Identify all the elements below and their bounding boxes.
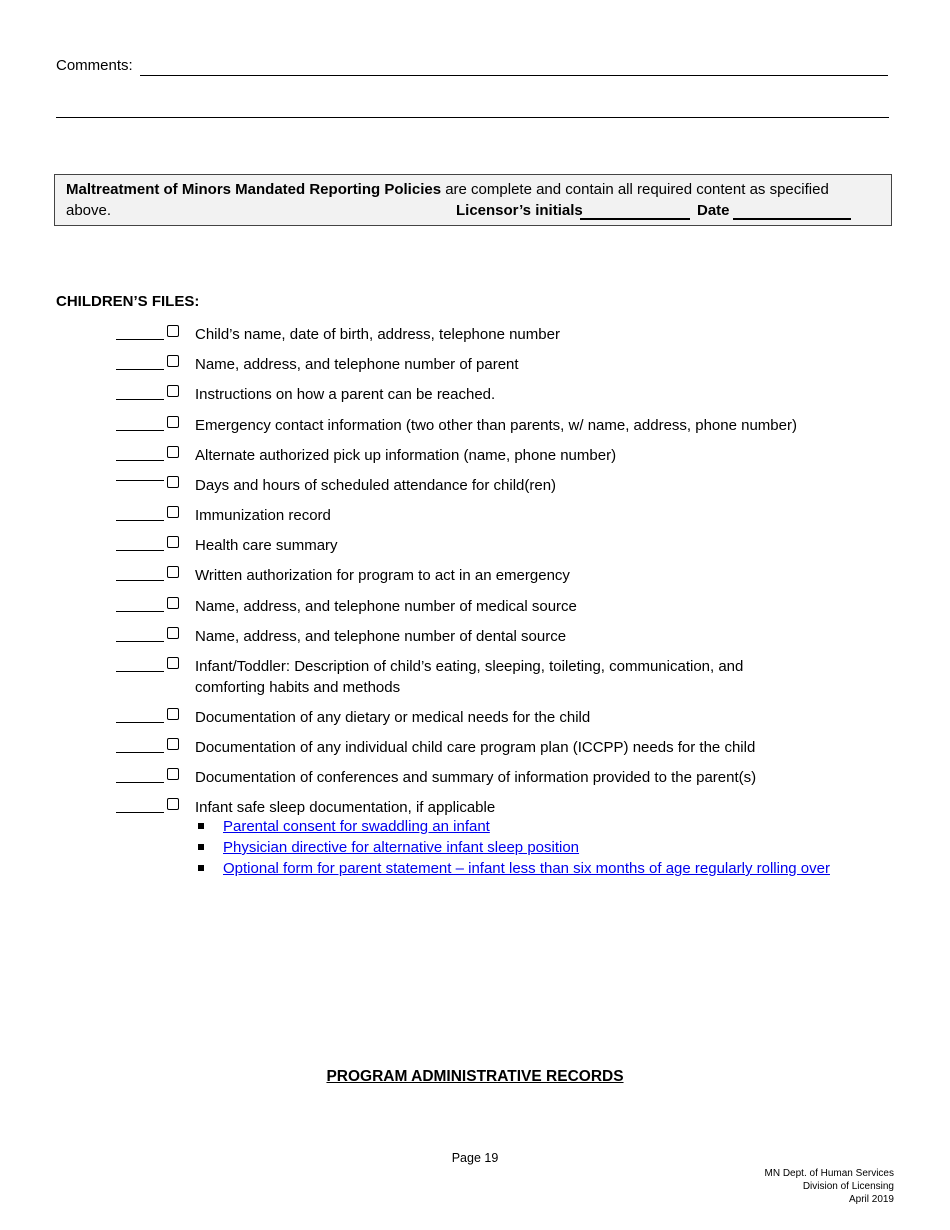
checklist-checkbox[interactable] — [167, 708, 179, 720]
footer-line-1: MN Dept. of Human Services — [764, 1168, 894, 1179]
checklist-initials-field[interactable] — [116, 812, 164, 813]
checklist-item-label: Instructions on how a parent can be reached. — [195, 386, 496, 403]
checklist-item — [0, 767, 950, 787]
checklist-item-label: Documentation of any dietary or medical needs for the child — [195, 709, 591, 726]
parent-statement-link[interactable]: Optional form for parent statement – infant less than six months of age regularly rolling over — [223, 860, 830, 877]
checklist-item — [0, 384, 950, 404]
checklist-item-label: Days and hours of scheduled attendance for child(ren) — [195, 477, 557, 494]
checklist-item-label-continued: comforting habits and methods — [195, 679, 401, 696]
checklist-checkbox[interactable] — [167, 768, 179, 780]
sub-link-item — [0, 818, 950, 838]
checklist-initials-field[interactable] — [116, 752, 164, 753]
comments-line-1[interactable] — [140, 75, 888, 76]
checklist-initials-field[interactable] — [116, 550, 164, 551]
checklist-initials-field[interactable] — [116, 480, 164, 481]
checklist-checkbox[interactable] — [167, 506, 179, 518]
checklist-checkbox[interactable] — [167, 536, 179, 548]
licensor-initials-label: Licensor’s initials — [456, 202, 583, 219]
footer-line-2: Division of Licensing — [802, 1181, 894, 1192]
checklist-checkbox[interactable] — [167, 597, 179, 609]
checklist-item — [0, 324, 950, 344]
checklist-initials-field[interactable] — [116, 399, 164, 400]
checklist-checkbox[interactable] — [167, 657, 179, 669]
checklist-item — [0, 737, 950, 757]
checklist-initials-field[interactable] — [116, 611, 164, 612]
sub-link-item — [0, 860, 950, 880]
checklist-initials-field[interactable] — [116, 782, 164, 783]
checklist-checkbox[interactable] — [167, 566, 179, 578]
checklist-item — [0, 505, 950, 525]
checklist-item-label: Immunization record — [195, 507, 331, 524]
checklist-item — [0, 596, 950, 616]
section-title: PROGRAM ADMINISTRATIVE RECORDS — [326, 1068, 624, 1085]
checklist-item-label: Written authorization for program to act in an emergency — [195, 567, 570, 584]
maltreatment-text — [66, 181, 829, 199]
licensor-initials-field[interactable] — [580, 218, 690, 220]
childrens-files-heading: CHILDREN’S FILES: — [56, 293, 200, 310]
checklist-item — [0, 565, 950, 585]
checklist-item-label: Child’s name, date of birth, address, telephone number — [195, 326, 560, 343]
square-bullet-icon — [198, 865, 204, 871]
checklist-initials-field[interactable] — [116, 641, 164, 642]
square-bullet-icon — [198, 844, 204, 850]
checklist-checkbox[interactable] — [167, 738, 179, 750]
maltreatment-text-line2: above. — [66, 202, 112, 219]
checklist-item-label: Documentation of any individual child care program plan (ICCPP) needs for the child — [195, 739, 756, 756]
checklist-initials-field[interactable] — [116, 671, 164, 672]
sub-link-item — [0, 839, 950, 859]
checklist-item — [0, 656, 950, 698]
checklist-initials-field[interactable] — [116, 430, 164, 431]
comments-line-2[interactable] — [56, 117, 889, 118]
checklist-item-label: Name, address, and telephone number of medical source — [195, 598, 577, 615]
comments-label: Comments: — [56, 57, 133, 74]
checklist-item-label: Infant/Toddler: Description of child’s eating, sleeping, toileting, communication, and — [195, 658, 744, 675]
checklist-checkbox[interactable] — [167, 627, 179, 639]
checklist-item — [0, 797, 950, 817]
checklist-initials-field[interactable] — [116, 580, 164, 581]
maltreatment-rest-text: are complete and contain all required content as specified — [441, 181, 829, 198]
checklist-item-label: Health care summary — [195, 537, 338, 554]
checklist-initials-field[interactable] — [116, 460, 164, 461]
checklist-item — [0, 475, 950, 495]
checklist-item-label: Documentation of conferences and summary of information provided to the parent(s) — [195, 769, 757, 786]
checklist-initials-field[interactable] — [116, 722, 164, 723]
checklist-initials-field[interactable] — [116, 339, 164, 340]
swaddling-consent-link[interactable]: Parental consent for swaddling an infant — [223, 818, 490, 835]
square-bullet-icon — [198, 823, 204, 829]
checklist-item — [0, 535, 950, 555]
checklist-item — [0, 415, 950, 435]
checklist-checkbox[interactable] — [167, 325, 179, 337]
checklist-item-label: Infant safe sleep documentation, if applicable — [195, 799, 496, 816]
checklist-checkbox[interactable] — [167, 385, 179, 397]
checklist-item-label: Emergency contact information (two other than parents, w/ name, address, phone number) — [195, 417, 797, 434]
checklist-checkbox[interactable] — [167, 476, 179, 488]
checklist-item-label: Name, address, and telephone number of dental source — [195, 628, 567, 645]
physician-directive-link[interactable]: Physician directive for alternative infant sleep position — [223, 839, 580, 856]
footer-line-3: April 2019 — [848, 1194, 894, 1205]
checklist-item — [0, 626, 950, 646]
checklist-checkbox[interactable] — [167, 355, 179, 367]
maltreatment-bold-text: Maltreatment of Minors Mandated Reporting Policies — [66, 181, 442, 198]
checklist-checkbox[interactable] — [167, 798, 179, 810]
checklist-item-label: Name, address, and telephone number of parent — [195, 356, 519, 373]
date-label: Date — [697, 202, 730, 219]
checklist-initials-field[interactable] — [116, 369, 164, 370]
checklist-initials-field[interactable] — [116, 520, 164, 521]
checklist-item — [0, 707, 950, 727]
checklist-item — [0, 445, 950, 465]
checklist-checkbox[interactable] — [167, 446, 179, 458]
checklist-checkbox[interactable] — [167, 416, 179, 428]
checklist-item-label: Alternate authorized pick up information (name, phone number) — [195, 447, 617, 464]
page-number: Page 19 — [451, 1151, 499, 1165]
date-field[interactable] — [733, 218, 851, 220]
checklist-item — [0, 354, 950, 374]
footer — [765, 1167, 895, 1206]
